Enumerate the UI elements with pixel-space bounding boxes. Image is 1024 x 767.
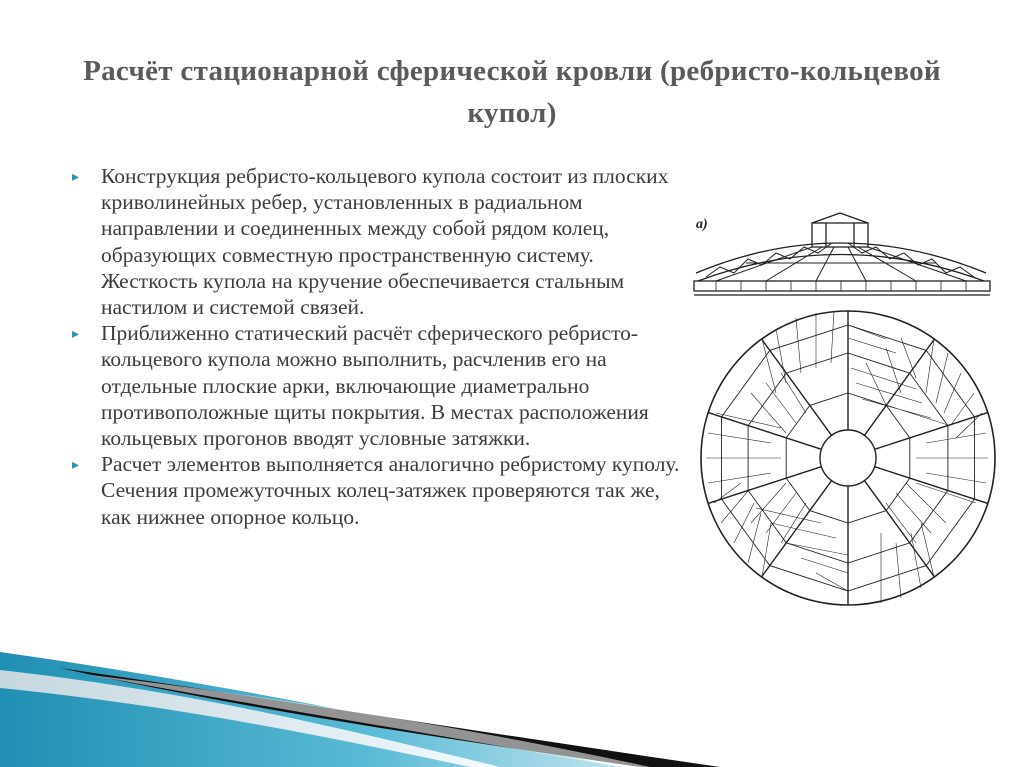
bullet-arrow-icon: ▸	[72, 170, 80, 185]
bullet-arrow-icon: ▸	[72, 327, 80, 343]
list-item	[72, 451, 692, 530]
dome-plan-view	[701, 311, 995, 605]
bullet-text: Конструкция ребристо-кольцевого купола состоит из плоских криволинейных ребер, установленных в радиальном направлении и соединенных между собой рядом колец, образующих совместную пространственную систему. Жесткость купола на кручение обеспечивается стальным настилом и системой связей.	[101, 164, 669, 320]
bullet-list	[72, 163, 692, 530]
figure-label: а)	[696, 217, 708, 232]
bullet-text: Приближенно статический расчёт сферического ребристо-кольцевого купола можно выполнить, расчленив его на отдельные плоские арки, включающие диаметрально противоположные щиты покрытия. В местах расположения кольцевых прогонов вводят условные затяжки.	[101, 321, 649, 451]
list-item	[72, 320, 692, 451]
dome-elevation-view	[694, 213, 990, 295]
slide-title: Расчёт стационарной сферической кровли (ребристо-кольцевой купол)	[83, 55, 941, 129]
dome-diagram-icon	[686, 203, 1016, 613]
decorative-wave	[0, 630, 1024, 767]
bullet-arrow-icon: ▸	[72, 458, 80, 474]
list-item	[72, 163, 692, 320]
bullet-text: Расчет элементов выполняется аналогично ребристому куполу. Сечения промежуточных колец-затяжек проверяются так же, как нижнее опорное кольцо.	[101, 452, 680, 529]
